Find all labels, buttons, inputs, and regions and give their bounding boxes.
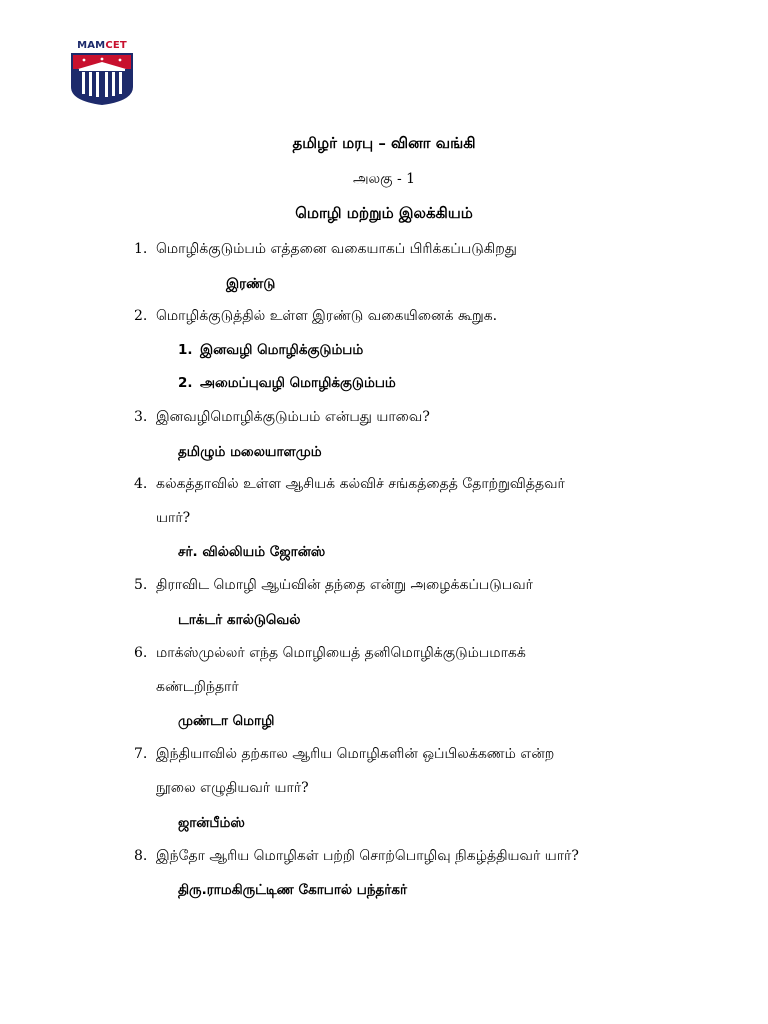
question-1: 1. மொழிக்குடும்பம் எத்தனை வகையாகப் பிரிக்கப்படுகிறது bbox=[134, 241, 517, 257]
question-8: 8. இந்தோ ஆரிய மொழிகள் பற்றி சொற்பொழிவு நிகழ்த்தியவர் யார்? bbox=[134, 848, 579, 864]
question-7-continued: நூலை எழுதியவர் யார்? bbox=[156, 780, 309, 796]
question-3: 3. இனவழிமொழிக்குடும்பம் என்பது யாவை? bbox=[134, 409, 430, 425]
question-2: 2. மொழிக்குடுத்தில் உள்ள இரண்டு வகையினைக் கூறுக. bbox=[134, 308, 498, 324]
unit-label: அலகு - 1 bbox=[352, 171, 416, 187]
question-7: 7. இந்தியாவில் தற்கால ஆரிய மொழிகளின் ஒப்பிலக்கணம் என்ற bbox=[134, 746, 555, 762]
answer-3: தமிழும் மலையாளமும் bbox=[178, 444, 322, 460]
answer-2-item-1: 1. இனவழி மொழிக்குடும்பம் bbox=[178, 342, 364, 358]
logo-text: MAMCET bbox=[77, 40, 127, 51]
answer-8: திரு.ராமகிருட்டிண கோபால் பந்தர்கர் bbox=[178, 882, 408, 898]
page-title: தமிழர் மரபு – வினா வங்கி bbox=[292, 134, 476, 152]
answer-2-item-2: 2. அமைப்புவழி மொழிக்குடும்பம் bbox=[178, 375, 396, 391]
question-4: 4. கல்கத்தாவில் உள்ள ஆசியக் கல்விச் சங்கத்தைத் தோற்றுவித்தவர் bbox=[134, 476, 565, 492]
question-6: 6. மாக்ஸ்முல்லர் எந்த மொழியைத் தனிமொழிக்குடும்பமாகக் bbox=[134, 645, 526, 661]
section-title: மொழி மற்றும் இலக்கியம் bbox=[295, 204, 473, 222]
mamcet-logo bbox=[68, 40, 136, 106]
answer-7: ஜான்பீம்ஸ் bbox=[178, 815, 245, 831]
question-5: 5. திராவிட மொழி ஆய்வின் தந்தை என்று அழைக்கப்படுபவர் bbox=[134, 577, 533, 593]
answer-5: டாக்டர் கால்டுவெல் bbox=[178, 612, 301, 628]
question-6-continued: கண்டறிந்தார் bbox=[156, 679, 239, 695]
answer-6: முண்டா மொழி bbox=[178, 713, 275, 729]
answer-4: சர். வில்லியம் ஜோன்ஸ் bbox=[178, 544, 326, 560]
college-crest-icon bbox=[70, 51, 134, 106]
answer-1: இரண்டு bbox=[226, 276, 276, 292]
question-4-continued: யார்? bbox=[156, 510, 191, 526]
